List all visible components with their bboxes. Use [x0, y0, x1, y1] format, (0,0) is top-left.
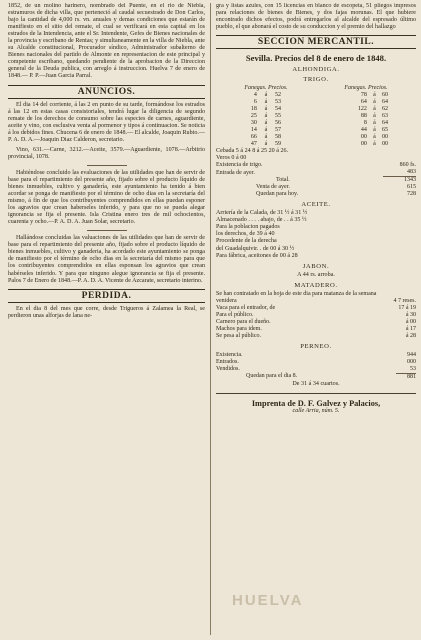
- wheat-row-cell: 25: [250, 113, 257, 120]
- wheat-row-cell: 53: [275, 99, 282, 106]
- wheat-row-cell: 78: [360, 92, 367, 99]
- perneo-heading: PERNEO.: [300, 342, 332, 350]
- perneo-quedan-value: 881: [396, 373, 416, 381]
- meat-row-cell: á 28: [405, 332, 416, 339]
- jabon-heading: JABON.: [302, 262, 330, 270]
- wheat-row-cell: á: [264, 120, 268, 127]
- stock-value: 860 fs.: [399, 162, 416, 169]
- oil-price-line: Para la poblacion pagados: [216, 224, 280, 231]
- lost-item-continuation: gra y listas azules, con 15 licencias en blanco de escopeta, 51 pliegos impresos para relaciones de bienes de Bienes, y dos fajas morunas. El que hubiere encontrado dichos efectos, podrá entregarlos al alcalde del espresado último pueblo, el que abonará el costo de su conduccion y el premio del hallazgo: [216, 3, 416, 31]
- oil-price-line: los derechos, de 39 á 40: [216, 231, 275, 238]
- wheat-row-cell: 00: [381, 134, 388, 141]
- cebada-line: Cebada 5 á 24 8 á 25 20 á 26.: [216, 148, 289, 155]
- wheat-row-cell: 57: [275, 127, 282, 134]
- matadero-reses: 4 7 reses.: [393, 297, 416, 304]
- oil-price-line: Procedente de la derecha: [216, 238, 277, 245]
- meat-row-cell: Vaca para el entrador, de: [216, 304, 276, 311]
- wheat-row-cell: á: [264, 106, 268, 113]
- wheat-row-cell: 62: [381, 106, 388, 113]
- perneo-row-cell: 944: [407, 351, 416, 358]
- perneo-row-cell: 000: [407, 358, 416, 365]
- perneo-price: De 31 á 34 cuartos.: [292, 380, 340, 387]
- separator-rule: [216, 393, 416, 394]
- wheat-stock-table: [216, 162, 416, 198]
- wheat-row-cell: á: [373, 106, 376, 113]
- wheat-price-table: [216, 85, 416, 148]
- wheat-row-cell: 8: [363, 120, 367, 127]
- isla-cristina-notice-text: Habiéndose concluido las evaluaciones de las utilidades que han de servir de base para el repartimiento del presente año, fijado sobre el producto líquido de bienes inmuebles, cultivo y ganadería, este ayuntamiento ha tenido á bien acordar se ponga de manifiesto por el término de ocho dias en la secretaría del mismo, á fin de que los contribuyentes comprendidos en ellas puedan esponer los agravios que crean haberseles inferido, y para que no se pueda alegar ignorancia se fija el presente. Isla Cristina enero tres de mil ochocientos, cuarenta y ocho.—P. A. D. A. Juan Solar, secretario.: [8, 169, 205, 226]
- wheat-row-cell: 64: [381, 120, 388, 127]
- stock-value: 1343: [383, 177, 416, 185]
- wheat-row-cell: 00: [381, 141, 388, 148]
- wheat-row-cell: 66: [250, 134, 257, 141]
- wheat-row-cell: á: [373, 141, 376, 148]
- wheat-row-cell: 60: [381, 92, 388, 99]
- perneo-quedan-label: Quedan para el dia 8.: [246, 373, 298, 380]
- prices-title: Sevilla. Precios del 8 de enero de 1848.: [245, 53, 387, 64]
- perneo-row: [216, 366, 416, 374]
- oil-price-line: Para fábrica, aceitones de 00 á 28: [216, 252, 298, 259]
- wheat-row-cell: 14: [250, 127, 257, 134]
- oil-price-line: del Guadalquivir. . de 00 á 30 ½: [216, 245, 295, 252]
- wheat-row-cell: 30: [250, 120, 257, 127]
- wheat-row-cell: á: [264, 141, 268, 148]
- perneo-table: [216, 352, 416, 381]
- seccion-mercantil-heading: SECCION MERCANTIL.: [216, 35, 416, 49]
- trigo-heading: TRIGO.: [303, 76, 329, 84]
- wheat-row: [216, 127, 416, 134]
- perneo-row: [216, 352, 416, 359]
- meat-row-cell: 17 á 19: [398, 304, 416, 311]
- meat-row-cell: á 17: [405, 325, 416, 332]
- wheat-row-cell: 63: [381, 113, 388, 120]
- wheat-row: [216, 113, 416, 120]
- wheat-row-cell: 59: [275, 141, 282, 148]
- meat-row: [216, 319, 416, 326]
- wheat-row-cell: á: [264, 92, 268, 99]
- separator-rule: [87, 230, 127, 231]
- lost-item-text: En el dia 8 del mes que corre, desde Trigueros á Zalamea la Real, se perdieron unas alforjas de lana ne-: [8, 305, 205, 319]
- fanegas-header: Fanegas. Precios.: [344, 85, 388, 92]
- perneo-row-cell: Entrados.: [216, 358, 239, 365]
- anuncios-heading: ANUNCIOS.: [8, 85, 205, 99]
- left-column: [8, 3, 205, 635]
- wheat-row-cell: á: [264, 134, 268, 141]
- stock-label: Venta de ayer.: [256, 184, 290, 191]
- meat-row-cell: á 00: [405, 318, 416, 325]
- wheat-row-cell: á: [264, 113, 268, 120]
- meat-row: [216, 333, 416, 340]
- printer-name: Imprenta de D. F. Galvez y Palacios,: [251, 398, 381, 408]
- slaughterhouse-table: [216, 291, 416, 340]
- wheat-row-cell: 47: [250, 141, 257, 148]
- wheat-row-cell: 55: [275, 113, 282, 120]
- meat-row-cell: Carnero para el dueño.: [216, 318, 271, 325]
- meat-row-cell: Para el público.: [216, 311, 254, 318]
- matadero-intro: Se han contratado en la hoja de este dia para matanza de la semana venidera: [216, 290, 377, 304]
- matadero-heading: MATADERO.: [294, 281, 338, 289]
- wheat-row: [216, 141, 416, 148]
- tax-types-text: Vino, 631.—Carne, 3212.—Aceite, 3579.—Aguardiente, 1078.—Arbitrio provincial, 1078.: [8, 146, 205, 160]
- wheat-row-cell: á: [373, 113, 376, 120]
- wheat-row-cell: 64: [360, 99, 367, 106]
- wheat-row-cell: 88: [360, 113, 367, 120]
- stock-value: 615: [407, 184, 416, 191]
- perneo-row: [216, 359, 416, 366]
- wheat-row-cell: 44: [360, 127, 367, 134]
- wheat-row-cell: 52: [275, 92, 282, 99]
- wheat-row-cell: á: [373, 127, 376, 134]
- auction-notice-text: 1852, de un molino harinero, nombrado del Puente, en el rio de Niebla, estramuros de dicha villa, que perteneció al caudal secuestrado de Don Carlos, bajo la cantidad de 4,000 rs. vn. anuales y demas condiciones que estarán de manifiesto en el sitio del remate, el cual se verificará en esta capital en los estrados de la Intendencia, ante el Sr. Intendente, Gefes de Bienes nacionales de la provincia y escribano de Rentas; y simultaneamente en la villa de Niebla, ante su Alcalde constitucional, Procurador síndico, Administrador subalterno de Bienes nacionales del partido de Almonte en representacion de este principal y competente escribano, quedando pendiente de la aprobacion de la Direccion general de la Deuda publica, con arreglo á instruccion. Huelva 7 de enero de 1848.— P. P.—Juan Garcia Parral.: [8, 3, 205, 80]
- soap-price: A 44 rs. arroba.: [297, 271, 335, 278]
- meat-row-cell: Machos para idem.: [216, 325, 262, 332]
- palos-notice-text: Hallándose concluidas las valuaciones de las utilidades que han de servir de base para el repartimiento del presente año, fijado sobre el producto líquido de bienes inmuebles, cultivo y ganaderia, ha acordado este ayuntamiento se ponga de manifiesto por el término de ocho dias en la secretaría del mismo para que los contribuyentes comprendidos en ellas esponsan los agravios que crean habérseles inferido. Y para que ninguno alegue ignorancia se fija el presente. Palos 7 de Enero de 1848.—P. A. D. A. Vicente de Azcarate, secretario interino.: [8, 235, 205, 284]
- wheat-row-cell: 00: [360, 134, 367, 141]
- printer-address: calle Arria, núm. 5.: [292, 407, 340, 414]
- oil-price-line: Arriería de la Calada, de 31 ½ á 31 ½: [216, 210, 308, 217]
- right-column: [216, 3, 416, 635]
- wheat-row-cell: á: [373, 92, 376, 99]
- veros-line: Veros 0 á 00: [216, 155, 247, 162]
- fanegas-header: Fanegas. Precios.: [244, 85, 288, 92]
- wheat-row: [216, 106, 416, 113]
- perneo-row-cell: 53: [410, 365, 416, 372]
- wheat-row: [216, 120, 416, 127]
- stock-label: Quedan para hoy.: [256, 191, 299, 198]
- wheat-row-cell: 58: [275, 134, 282, 141]
- aceite-heading: ACEITE.: [301, 201, 331, 209]
- wheat-row-cell: 18: [250, 106, 257, 113]
- stock-label: Entrada de ayer.: [216, 169, 255, 176]
- wheat-row-cell: 65: [381, 127, 388, 134]
- perdida-heading: PERDIDA.: [8, 289, 205, 303]
- meat-row: [216, 326, 416, 333]
- meat-row-cell: á 30: [405, 311, 416, 318]
- wheat-row-cell: á: [373, 99, 376, 106]
- wheat-row-cell: á: [373, 120, 376, 127]
- alhondiga-heading: ALHONDIGA.: [292, 66, 340, 74]
- wheat-row-cell: á: [373, 134, 376, 141]
- stock-label: Existencia de trigo.: [216, 162, 263, 169]
- separator-rule: [87, 165, 127, 166]
- wheat-row-cell: 4: [253, 92, 257, 99]
- meat-row-cell: Se pesa al público.: [216, 332, 261, 339]
- wheat-row-cell: 122: [357, 106, 367, 113]
- wheat-row: [216, 99, 416, 106]
- watermark: HUELVA: [232, 592, 304, 609]
- wheat-row-cell: á: [264, 99, 268, 106]
- perneo-row-cell: Vendidos.: [216, 365, 240, 372]
- wheat-row: [216, 134, 416, 141]
- oil-price-list: [216, 210, 416, 259]
- stock-value: 728: [407, 191, 416, 198]
- wheat-row-cell: 00: [360, 141, 367, 148]
- wheat-row-cell: 6: [253, 99, 257, 106]
- wheat-row-cell: 64: [381, 99, 388, 106]
- oil-price-line: Almacenado . . . . abajo, de . . á 35 ½: [216, 217, 307, 224]
- wheat-row-cell: á: [264, 127, 268, 134]
- wheat-row-cell: 56: [275, 120, 282, 127]
- meat-row: [216, 305, 416, 312]
- wheat-row-cell: 54: [275, 106, 282, 113]
- meat-row: [216, 312, 416, 319]
- stock-value: 483: [407, 169, 416, 176]
- chucena-notice-text: El dia 14 del corriente, á las 2 en punto de su tarde, formándose los estrados á las 12 en estas casas consistoriales, tendrá lugar la diligencia de segundo remate de los derechos de consumo sobre las especies de carnes, aguardiente, aceite y vino, con esclusiva venta al pormenor y tipos á continuacion. Se noticia á los debidos fines. Chucena 6 de enero de 1848.— El alcalde, Joaquin Rubio.—P. A. D. A.—Joaquin Diaz Calderon, secretario.: [8, 101, 205, 143]
- wheat-row: [216, 92, 416, 99]
- perneo-row-cell: Existencia.: [216, 351, 243, 358]
- column-divider: [210, 3, 211, 635]
- stock-label: Total.: [276, 177, 290, 184]
